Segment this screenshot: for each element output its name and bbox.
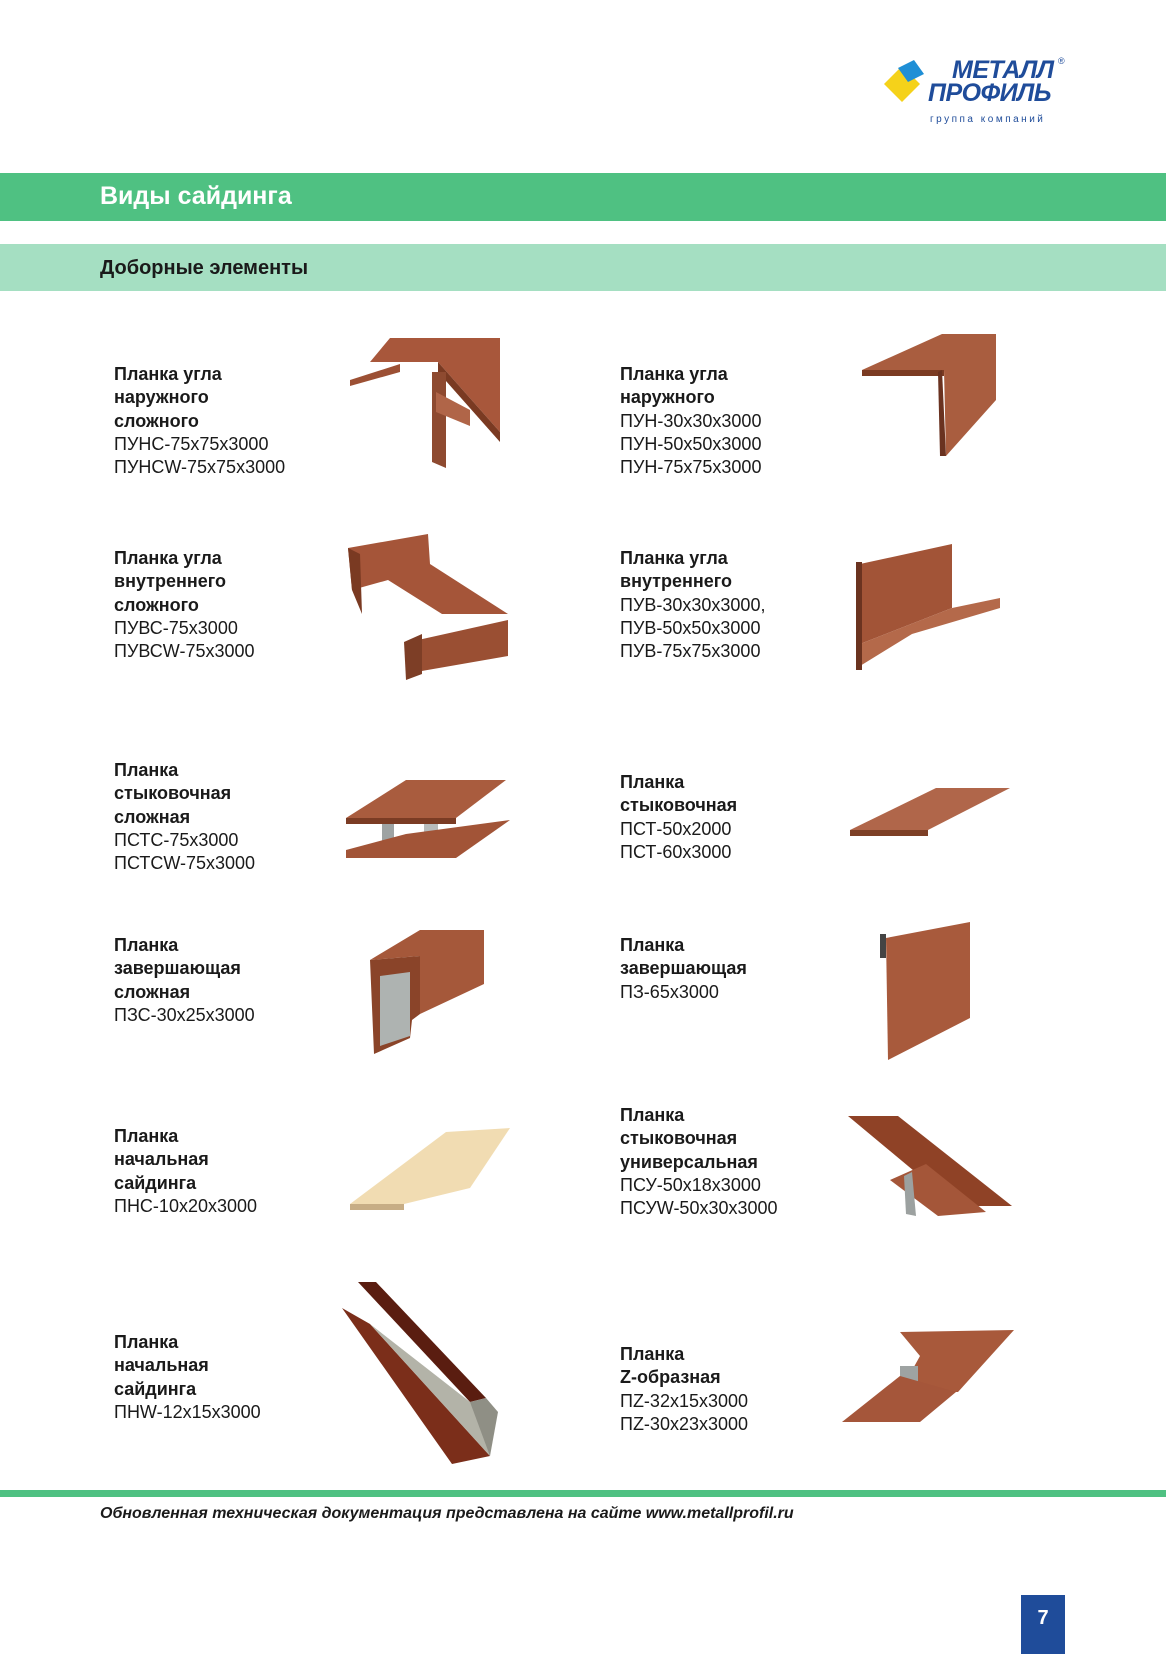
item-name-line: стыковочная <box>620 1128 738 1149</box>
item-pzs <box>114 934 255 1027</box>
item-name-line: наружного <box>620 387 715 408</box>
item-pz <box>620 934 747 1004</box>
item-name-line: универсальная <box>620 1151 758 1172</box>
product-image-psts <box>346 770 516 870</box>
item-name-line: стыковочная <box>114 783 232 804</box>
item-code: ПZ-30х23х3000 <box>620 1413 749 1434</box>
item-name-line: начальная <box>114 1355 209 1376</box>
item-code: ПНW-12х15х3000 <box>114 1401 261 1422</box>
item-name-line: стыковочная <box>620 795 738 816</box>
subtitle-band <box>0 244 1166 291</box>
product-image-psu <box>846 1110 1016 1220</box>
item-code: ПУВ-30х30х3000, <box>620 594 766 615</box>
product-image-pun <box>856 330 1006 460</box>
product-image-pzs <box>370 926 490 1056</box>
item-code: ПZ-32х15х3000 <box>620 1390 749 1411</box>
item-name-line: сложная <box>114 981 191 1002</box>
item-name-line: завершающая <box>114 958 241 979</box>
item-punс <box>114 363 285 479</box>
item-code: ПСУW-50х30х3000 <box>620 1198 778 1219</box>
item-code: ПСУ-50х18х3000 <box>620 1174 761 1195</box>
item-name-line: завершающая <box>620 958 747 979</box>
section-subtitle: Доборные элементы <box>100 257 309 279</box>
item-name-line: сайдинга <box>114 1378 197 1399</box>
item-name-line: Планка угла <box>114 364 222 384</box>
product-image-pnw <box>340 1278 518 1468</box>
item-code: ПУНС-75х75х3000 <box>114 433 269 454</box>
item-name-line: Планка <box>114 760 179 780</box>
item-psu <box>620 1104 778 1220</box>
item-code: ПНС-10х20х3000 <box>114 1195 258 1216</box>
item-code: ПУВС-75х3000 <box>114 617 238 638</box>
item-psts <box>114 759 255 875</box>
item-name-line: Планка угла <box>620 548 728 568</box>
item-code: ПУВСW-75х3000 <box>114 641 255 662</box>
item-pun <box>620 363 761 479</box>
logo-line-2: ПРОФИЛЬ <box>928 79 1051 107</box>
item-pst <box>620 771 737 864</box>
item-code: ПУВ-50х50х3000 <box>620 617 761 638</box>
registered-mark: ® <box>1058 56 1065 66</box>
page-number-box <box>1021 1595 1065 1654</box>
item-name-line: Z-образная <box>620 1367 721 1388</box>
item-name-line: Планка <box>114 1126 179 1146</box>
title-band <box>0 173 1166 221</box>
item-code: ПСТ-60х3000 <box>620 841 732 862</box>
item-name-line: Планка <box>114 1332 179 1352</box>
footer-divider <box>0 1490 1166 1497</box>
item-code: ПЗ-65х3000 <box>620 981 719 1002</box>
item-name-line: сложного <box>114 594 199 615</box>
item-name-line: Планка <box>620 1105 685 1125</box>
item-code: ПСТСW-75х3000 <box>114 853 256 874</box>
item-name-line: Планка угла <box>114 548 222 568</box>
item-code: ПСТС-75х3000 <box>114 829 239 850</box>
item-name-line: Планка <box>114 935 179 955</box>
item-pns <box>114 1125 257 1218</box>
logo-line-1: МЕТАЛЛ <box>952 56 1054 84</box>
item-pnw <box>114 1331 261 1424</box>
item-code: ПУН-30х30х3000 <box>620 410 762 431</box>
item-pz-shape <box>620 1343 748 1436</box>
logo-tagline: группа компаний <box>930 114 1046 125</box>
item-code: ПУН-50х50х3000 <box>620 433 762 454</box>
item-code: ПЗС-30х25х3000 <box>114 1004 255 1025</box>
item-name-line: Планка <box>620 1344 685 1364</box>
item-code: ПУВ-75х75х3000 <box>620 641 761 662</box>
item-code: ПУНСW-75х75х3000 <box>114 457 286 478</box>
product-image-pst <box>846 784 1012 844</box>
item-name-line: Планка <box>620 935 685 955</box>
page-number: 7 <box>1037 1607 1049 1629</box>
item-name-line: внутреннего <box>114 571 226 592</box>
item-name-line: начальная <box>114 1149 209 1170</box>
company-logo <box>880 52 1080 132</box>
item-name-line: наружного <box>114 387 209 408</box>
product-image-pns <box>346 1122 512 1216</box>
item-puvs <box>114 547 255 663</box>
item-name-line: Планка <box>620 772 685 792</box>
item-name-line: Планка угла <box>620 364 728 384</box>
item-puv <box>620 547 765 663</box>
item-code: ПУН-75х75х3000 <box>620 457 762 478</box>
product-image-pz <box>878 918 972 1064</box>
footer-note: Обновленная техническая документация представлена на сайте www.metallprofil.ru <box>100 1505 794 1522</box>
item-name-line: внутреннего <box>620 571 732 592</box>
product-image-puvs <box>348 530 513 680</box>
item-code: ПСТ-50х2000 <box>620 818 732 839</box>
product-image-puns <box>350 332 510 472</box>
item-name-line: сложная <box>114 806 191 827</box>
item-name-line: сложного <box>114 410 199 431</box>
product-image-puv <box>856 540 1006 675</box>
product-image-pz-shape <box>840 1326 1016 1430</box>
page-title: Виды сайдинга <box>100 182 292 210</box>
item-name-line: сайдинга <box>114 1172 197 1193</box>
